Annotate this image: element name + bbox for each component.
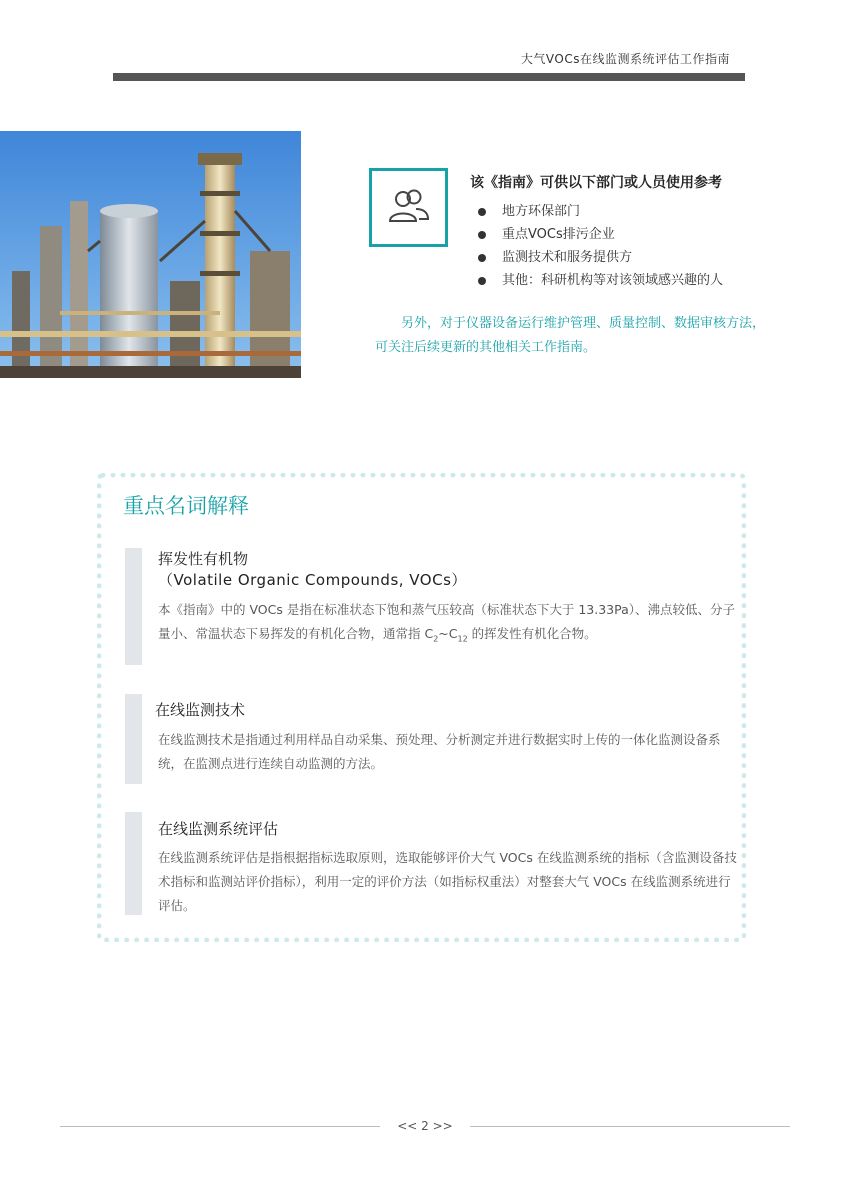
list-item: 监测技术和服务提供方 bbox=[478, 246, 723, 269]
list-item: 重点VOCs排污企业 bbox=[478, 223, 723, 246]
running-header-title: 大气VOCs在线监测系统评估工作指南 bbox=[520, 52, 730, 66]
term-accent-bar bbox=[125, 694, 142, 784]
footer-divider-left bbox=[60, 1126, 380, 1127]
term-name-online-monitoring: 在线监测技术 bbox=[155, 701, 246, 719]
intro-note: 另外，对于仪器设备运行维护管理、质量控制、数据审核方法，可关注后续更新的其他相关工作指南。 bbox=[375, 316, 766, 355]
term-name-vocs: 挥发性有机物 bbox=[158, 550, 249, 568]
term-subtitle-vocs: （Volatile Organic Compounds, VOCs） bbox=[158, 571, 467, 589]
reference-list bbox=[478, 200, 723, 292]
users-icon bbox=[386, 185, 432, 231]
industrial-plant-photo bbox=[0, 131, 301, 378]
term-definition-system-evaluation: 在线监测系统评估是指根据指标选取原则，选取能够评价大气 VOCs 在线监测系统的指标（含监测设备技术指标和监测站评价指标），利用一定的评价方法（如指标权重法）对整套大气 VOCs 在线监测系统进行评估。 bbox=[158, 850, 737, 913]
list-item: 其他：科研机构等对该领域感兴趣的人 bbox=[478, 269, 723, 292]
footer-divider-right bbox=[470, 1126, 790, 1127]
key-terms-title: 重点名词解释 bbox=[123, 494, 249, 518]
header-divider bbox=[113, 73, 745, 81]
term-accent-bar bbox=[125, 548, 142, 665]
term-definition-vocs: 本《指南》中的 VOCs 是指在标准状态下饱和蒸气压较高（标准状态下大于 13.33Pa）、沸点较低、分子量小、常温状态下易挥发的有机化合物，通常指 $C_2\sim C_{12}$ 的挥发性有机化合物。 bbox=[158, 602, 736, 644]
page-number: << 2 >> bbox=[397, 1119, 453, 1133]
audience-icon-box bbox=[369, 168, 448, 247]
list-item: 地方环保部门 bbox=[478, 200, 723, 223]
reference-title: 该《指南》可供以下部门或人员使用参考 bbox=[470, 175, 722, 191]
term-accent-bar bbox=[125, 812, 142, 915]
term-name-system-evaluation: 在线监测系统评估 bbox=[158, 820, 279, 838]
term-definition-online-monitoring: 在线监测技术是指通过利用样品自动采集、预处理、分析测定并进行数据实时上传的一体化监测设备系统，在监测点进行连续自动监测的方法。 bbox=[158, 732, 721, 771]
